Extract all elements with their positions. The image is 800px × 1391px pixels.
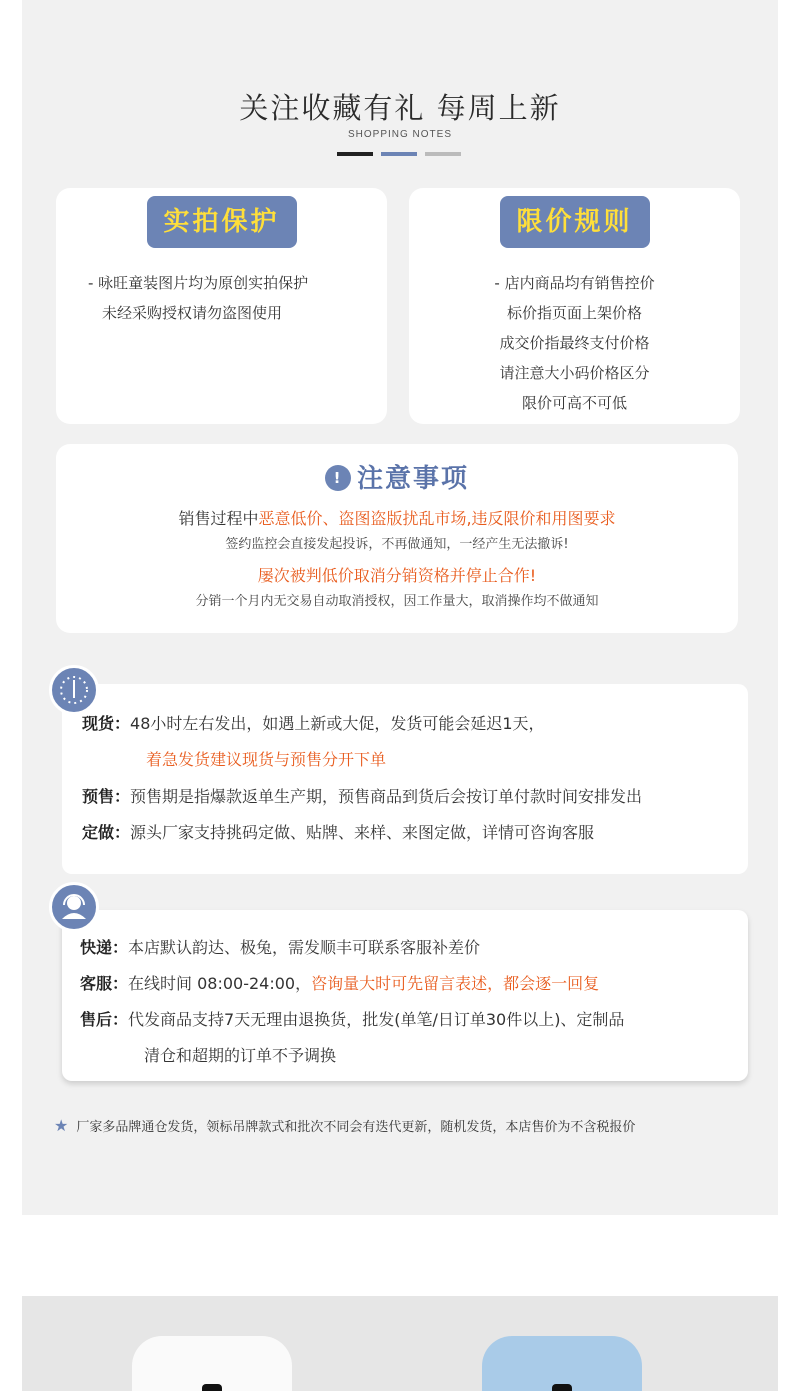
- bar-grey: [425, 152, 461, 156]
- photo-protection-heading: 实拍保护: [147, 196, 297, 248]
- spot-highlight-row: [146, 747, 386, 773]
- after-sales-row-2: [144, 1043, 336, 1069]
- price-rule-line: - 店内商品均有销售控价: [494, 274, 655, 292]
- notice-line-1-highlight: 恶意低价、盗图盗版扰乱市场,违反限价和用图要求: [258, 509, 616, 528]
- price-rule-line: 标价指页面上架价格: [506, 304, 642, 322]
- presale-label: 预售：: [82, 787, 131, 806]
- notice-heading-text: 注意事项: [356, 464, 469, 494]
- express-row: [80, 935, 480, 961]
- photo-protection-text: [88, 268, 308, 328]
- customer-service-highlight: 咨询量大时可先留言表述，都会逐一回复: [311, 974, 600, 993]
- customer-service-label: 客服：: [80, 974, 129, 993]
- after-sales-text: 代发商品支持7天无理由退换货，批发(单笔/日订单30件以上)、定制品: [128, 1010, 625, 1029]
- white-shirt-image: [132, 1336, 292, 1391]
- spot-highlight: 着急发货建议现货与预售分开下单: [146, 750, 387, 769]
- notice-line-4: 分销一个月内无交易自动取消授权，因工作量大，取消操作均不做通知: [195, 594, 599, 609]
- headset-icon-graphic: [52, 885, 96, 929]
- after-sales-row: [80, 1007, 624, 1033]
- clock-icon: [49, 665, 99, 715]
- express-text: 本店默认韵达、极兔，需发顺丰可联系客服补差价: [128, 938, 481, 957]
- warning-icon: !: [325, 465, 351, 491]
- custom-label: 定做：: [82, 823, 131, 842]
- service-info-card: [62, 910, 748, 1081]
- presale-text: 预售期是指爆款返单生产期，预售商品到货后会按订单付款时间安排发出: [130, 787, 643, 806]
- shipping-info-card: [62, 684, 748, 874]
- notice-line-3: 屡次被判低价取消分销资格并停止合作!: [257, 566, 537, 585]
- price-rules-card: [409, 188, 740, 424]
- notice-line-1: [56, 506, 738, 529]
- photo-protection-line: 未经采购授权请勿盗图使用: [102, 304, 283, 322]
- spot-row: [82, 711, 545, 737]
- clock-icon-graphic: [52, 668, 96, 712]
- customer-service-row: [80, 971, 599, 997]
- price-rule-line: 请注意大小码价格区分: [499, 364, 650, 382]
- photo-protection-card: [56, 188, 387, 424]
- custom-text: 源头厂家支持挑码定做、贴牌、来样、来图定做，详情可咨询客服: [130, 823, 595, 842]
- title-underline-bars: [337, 152, 461, 156]
- star-icon: ★: [54, 1116, 69, 1135]
- spot-text: 48小时左右发出，如遇上新或大促，发货可能会延迟1天，: [130, 714, 545, 733]
- footnote: [54, 1116, 635, 1135]
- spot-label: 现货：: [82, 714, 131, 733]
- headset-icon: [49, 882, 99, 932]
- bow-tie: [552, 1384, 572, 1391]
- price-rules-text: [409, 268, 740, 418]
- customer-service-text: 在线时间 08:00-24:00，: [128, 974, 312, 993]
- notice-card: [56, 444, 738, 633]
- bar-blue: [381, 152, 417, 156]
- bar-dark: [337, 152, 373, 156]
- page-title: 关注收藏有礼 每周上新: [239, 91, 561, 125]
- page-subtitle: SHOPPING NOTES: [347, 129, 452, 140]
- presale-row: [82, 784, 642, 810]
- footnote-text: 厂家多品牌通仓发货，领标吊牌款式和批次不同会有迭代更新，随机发货，本店售价为不含税报价: [76, 1120, 636, 1135]
- custom-row: [82, 820, 594, 846]
- after-sales-label: 售后：: [80, 1010, 129, 1029]
- after-sales-text-2: 清仓和超期的订单不予调换: [144, 1046, 337, 1065]
- price-rules-heading: 限价规则: [500, 196, 650, 248]
- express-label: 快递：: [80, 938, 129, 957]
- price-rule-line: 成交价指最终支付价格: [499, 334, 650, 352]
- photo-protection-line: - 咏旺童装图片均为原创实拍保护: [88, 274, 309, 292]
- bow-tie: [202, 1384, 222, 1391]
- notice-heading: [56, 458, 738, 495]
- product-preview-panel: [22, 1296, 778, 1391]
- notice-line-2: 签约监控会直接发起投诉，不再做通知，一经产生无法撤诉!: [225, 537, 569, 552]
- blue-shirt-image: [482, 1336, 642, 1391]
- notice-line-1-prefix: 销售过程中: [178, 509, 259, 528]
- price-rule-line: 限价可高不可低: [521, 394, 627, 412]
